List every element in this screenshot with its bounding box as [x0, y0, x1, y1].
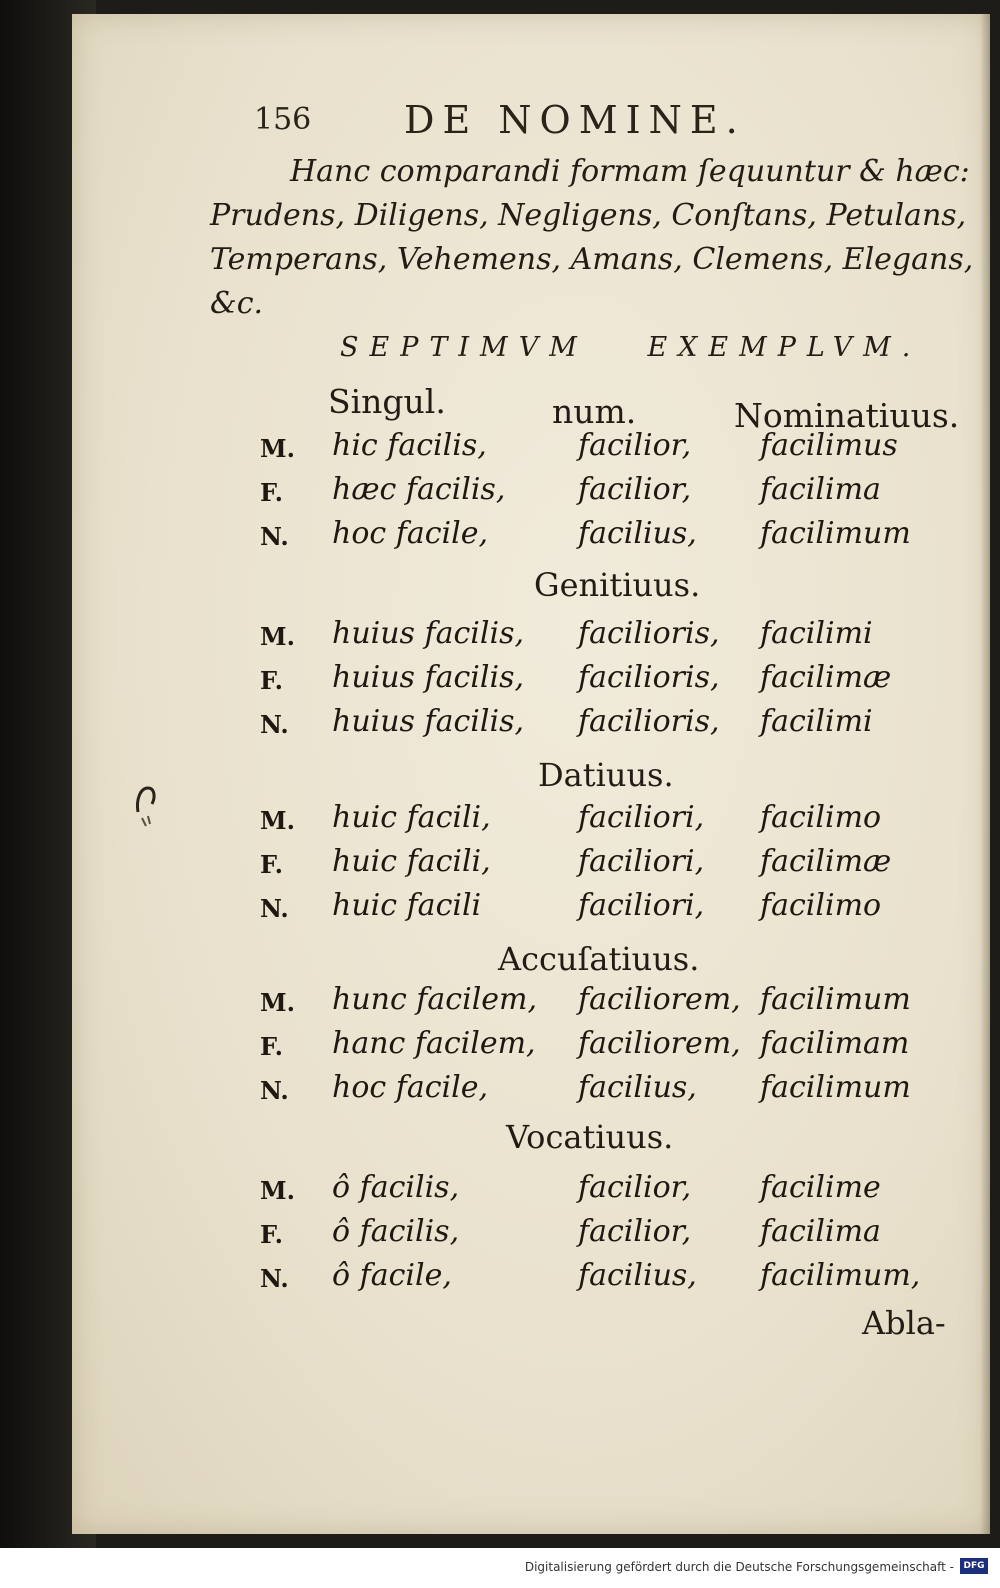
column-head-nominative: Nominatiuus.	[734, 396, 960, 435]
gender-label: F.	[260, 850, 283, 879]
gender-label: N.	[260, 522, 289, 551]
gender-label: M.	[260, 1176, 295, 1205]
case-heading: Vocatiuus.	[506, 1118, 674, 1156]
column-head-number: num.	[552, 392, 637, 431]
positive-form: hoc facile,	[332, 1070, 488, 1105]
comparative-form: facilioris,	[578, 704, 720, 739]
table-row	[260, 704, 960, 748]
superlative-form: facilimæ	[760, 844, 892, 879]
positive-form: ô facilis,	[332, 1170, 460, 1205]
positive-form: hic facilis,	[332, 428, 487, 463]
comparative-form: facilior,	[578, 428, 692, 463]
comparative-form: facilius,	[578, 516, 697, 551]
comparative-form: faciliori,	[578, 888, 705, 923]
running-title: DE NOMINE.	[404, 98, 746, 142]
superlative-form: facilimo	[760, 800, 882, 835]
section-title-word: SEPTIMVM	[340, 332, 588, 363]
comparative-form: facilior,	[578, 1170, 692, 1205]
funding-credit: Digitalisierung gefördert durch die Deutsche Forschungsgemeinschaft -	[524, 1560, 954, 1574]
intro-line: &c.	[210, 286, 264, 321]
positive-form: huius facilis,	[332, 616, 524, 651]
page-edge	[980, 14, 990, 1534]
catchword: Abla-	[862, 1304, 946, 1342]
page-number: 156	[254, 102, 312, 137]
table-row	[260, 1026, 960, 1070]
superlative-form: facilima	[760, 1214, 881, 1249]
positive-form: hæc facilis,	[332, 472, 506, 507]
table-row	[260, 888, 960, 932]
positive-form: hanc facilem,	[332, 1026, 536, 1061]
gender-label: M.	[260, 806, 295, 835]
intro-line: Temperans, Vehemens, Amans, Clemens, Elegans,	[210, 242, 974, 277]
positive-form: hunc facilem,	[332, 982, 538, 1017]
positive-form: ô facilis,	[332, 1214, 460, 1249]
table-row	[260, 844, 960, 888]
table-row	[260, 1170, 960, 1214]
gender-label: M.	[260, 988, 295, 1017]
gender-label: N.	[260, 1264, 289, 1293]
table-row	[260, 1214, 960, 1258]
gender-label: N.	[260, 894, 289, 923]
superlative-form: facilimam	[760, 1026, 910, 1061]
comparative-form: faciliorem,	[578, 1026, 741, 1061]
gender-label: M.	[260, 434, 295, 463]
superlative-form: facilimum	[760, 982, 911, 1017]
comparative-form: facilior,	[578, 472, 692, 507]
comparative-form: facilioris,	[578, 660, 720, 695]
digitization-footer	[0, 1548, 1000, 1588]
comparative-form: facilius,	[578, 1070, 697, 1105]
comparative-form: faciliorem,	[578, 982, 741, 1017]
positive-form: hoc facile,	[332, 516, 488, 551]
running-head	[254, 98, 854, 148]
margin-ink-mark	[132, 782, 160, 828]
section-title	[340, 332, 960, 363]
column-head-singular: Singul.	[328, 382, 446, 421]
gender-label: F.	[260, 1220, 283, 1249]
gender-label: F.	[260, 666, 283, 695]
gender-label: N.	[260, 710, 289, 739]
superlative-form: facilimus	[760, 428, 898, 463]
comparative-form: faciliori,	[578, 844, 705, 879]
intro-line: Hanc comparandi formam ſequuntur & hæc:	[290, 154, 970, 189]
comparative-form: facilius,	[578, 1258, 697, 1293]
superlative-form: facilimæ	[760, 660, 892, 695]
superlative-form: facilimi	[760, 616, 873, 651]
superlative-form: facilimum	[760, 516, 911, 551]
case-heading: Datiuus.	[538, 756, 674, 794]
positive-form: ô facile,	[332, 1258, 452, 1293]
section-title-word: EXEMPLVM.	[647, 332, 922, 363]
case-heading: Genitiuus.	[534, 566, 701, 604]
table-row	[260, 1070, 960, 1114]
gender-label: M.	[260, 622, 295, 651]
table-row	[260, 660, 960, 704]
table-row	[260, 982, 960, 1026]
gender-label: F.	[260, 478, 283, 507]
case-heading: Accuſatiuus.	[498, 940, 700, 978]
positive-form: huius facilis,	[332, 660, 524, 695]
comparative-form: facilioris,	[578, 616, 720, 651]
table-row	[260, 472, 960, 516]
superlative-form: facilimum,	[760, 1258, 921, 1293]
superlative-form: facilimi	[760, 704, 873, 739]
intro-line: Prudens, Diligens, Negligens, Conſtans, Petulans,	[210, 198, 967, 233]
positive-form: huius facilis,	[332, 704, 524, 739]
positive-form: huic facili,	[332, 800, 491, 835]
positive-form: huic facili,	[332, 844, 491, 879]
positive-form: huic facili	[332, 888, 482, 923]
comparative-form: facilior,	[578, 1214, 692, 1249]
dfg-logo: DFG	[960, 1558, 988, 1574]
superlative-form: facilime	[760, 1170, 881, 1205]
intro-paragraph	[210, 150, 974, 326]
gender-label: N.	[260, 1076, 289, 1105]
table-row	[260, 428, 960, 472]
table-row	[260, 800, 960, 844]
table-row	[260, 516, 960, 560]
comparative-form: faciliori,	[578, 800, 705, 835]
superlative-form: facilima	[760, 472, 881, 507]
gender-label: F.	[260, 1032, 283, 1061]
superlative-form: facilimum	[760, 1070, 911, 1105]
superlative-form: facilimo	[760, 888, 882, 923]
table-row	[260, 616, 960, 660]
table-row	[260, 1258, 960, 1302]
